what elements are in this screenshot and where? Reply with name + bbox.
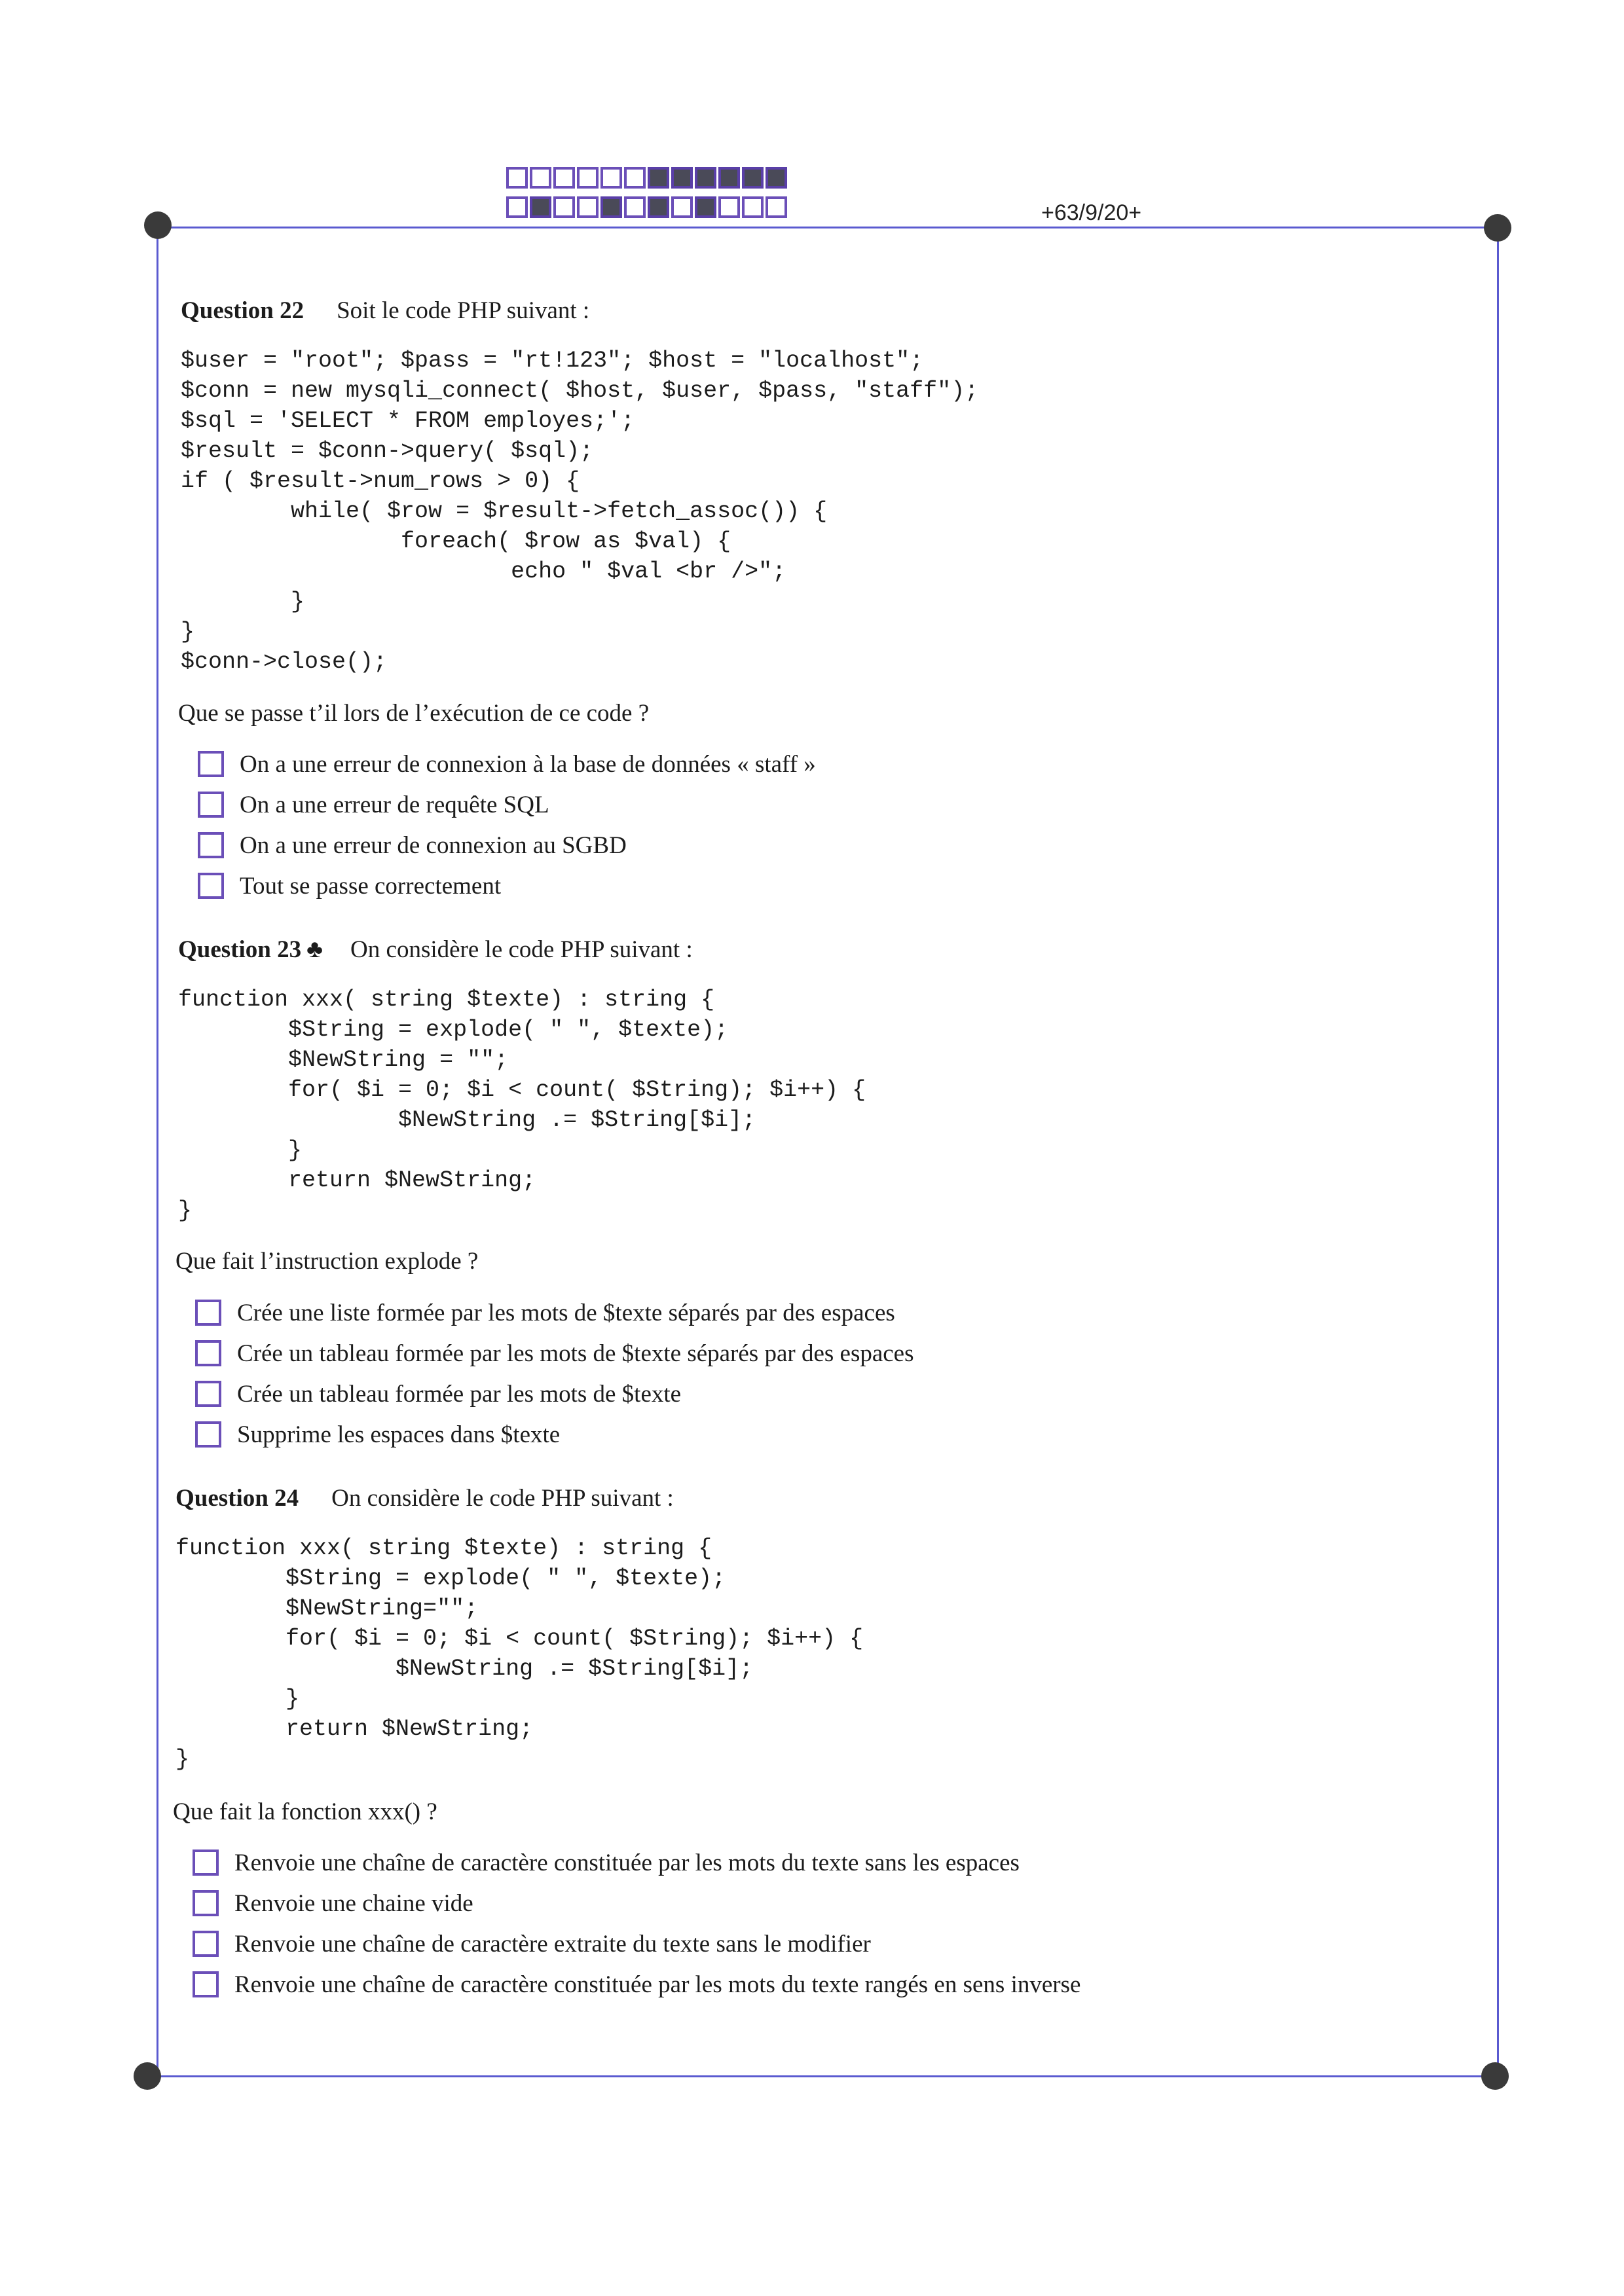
answer-text: Renvoie une chaine vide — [234, 1889, 473, 1917]
answer-checkbox[interactable] — [198, 873, 224, 899]
id-bit-square — [695, 167, 716, 189]
question-22-prompt: Que se passe t’il lors de l’exécution de ce code ? — [178, 700, 650, 727]
question-intro: On considère le code PHP suivant : — [331, 1485, 674, 1512]
id-bit-square — [506, 196, 528, 218]
question-22-code: $user = "root"; $pass = "rt!123"; $host = "localhost"; $conn = new mysqli_connect( $host, $user, $pass, "staff"); $sql = 'SELECT * FROM employes;'; $result = $conn->query( $sql); if ( $result->num_rows > 0) { while( $row = $result->fetch_assoc()) { foreach( $row as $val) { echo " $val <br />"; } } $conn->close(); — [181, 348, 979, 675]
id-bit-square — [742, 196, 764, 218]
question-intro: On considère le code PHP suivant : — [350, 936, 693, 963]
answer-checkbox[interactable] — [193, 1890, 219, 1916]
answer-checkbox[interactable] — [198, 751, 224, 777]
question-number: Question 23 — [178, 936, 302, 963]
id-bit-square — [577, 196, 599, 218]
answer-option[interactable] — [193, 1842, 1080, 1883]
question-22-header — [181, 296, 589, 325]
answer-checkbox[interactable] — [198, 832, 224, 858]
answer-checkbox[interactable] — [195, 1421, 221, 1448]
id-bit-square — [718, 196, 740, 218]
id-bit-square — [600, 196, 622, 218]
id-bit-square — [577, 167, 599, 189]
answer-option[interactable] — [195, 1292, 914, 1333]
question-23-prompt: Que fait l’instruction explode ? — [175, 1248, 479, 1275]
answer-option[interactable] — [193, 1923, 1080, 1964]
page-identifier: +63/9/20+ — [1041, 200, 1142, 225]
answer-text: On a une erreur de requête SQL — [240, 791, 549, 818]
frame-bottom-border — [148, 2075, 1498, 2077]
frame-right-border — [1497, 227, 1499, 2077]
answer-text: Crée une liste formée par les mots de $texte séparés par des espaces — [237, 1299, 895, 1326]
answer-text: Renvoie une chaîne de caractère constituée par les mots du texte rangés en sens inverse — [234, 1971, 1081, 1998]
answer-checkbox[interactable] — [193, 1971, 219, 1997]
id-bit-square — [506, 167, 528, 189]
question-22-answers — [198, 744, 816, 906]
id-bit-square — [553, 167, 575, 189]
answer-text: Renvoie une chaîne de caractère extraite du texte sans le modifier — [234, 1930, 871, 1958]
answer-text: Crée un tableau formée par les mots de $texte séparés par des espaces — [237, 1339, 914, 1367]
answer-checkbox[interactable] — [198, 792, 224, 818]
answer-option[interactable] — [193, 1883, 1080, 1923]
id-bit-square — [766, 196, 787, 218]
corner-marker-bottom-right — [1481, 2062, 1509, 2090]
id-bit-square — [766, 167, 787, 189]
answer-option[interactable] — [195, 1414, 914, 1455]
answer-checkbox[interactable] — [195, 1340, 221, 1366]
answer-option[interactable] — [198, 866, 816, 906]
question-23-code: function xxx( string $texte) : string { $String = explode( " ", $texte); $NewString = ""; for( $i = 0; $i < count( $String); $i++) { $NewString .= $String[$i]; } return $NewString; } — [178, 987, 866, 1224]
answer-option[interactable] — [198, 825, 816, 866]
id-bit-square — [671, 167, 693, 189]
answer-checkbox[interactable] — [195, 1300, 221, 1326]
answer-text: Renvoie une chaîne de caractère constituée par les mots du texte sans les espaces — [234, 1849, 1020, 1876]
frame-left-border — [157, 227, 158, 2077]
id-bit-square — [530, 196, 551, 218]
answer-option[interactable] — [193, 1964, 1080, 2005]
answer-text: On a une erreur de connexion au SGBD — [240, 831, 627, 859]
question-number: Question 22 — [181, 297, 304, 324]
id-bit-square — [648, 196, 669, 218]
answer-checkbox[interactable] — [195, 1381, 221, 1407]
id-bit-square — [530, 167, 551, 189]
corner-marker-top-left — [144, 211, 172, 239]
id-bit-square — [695, 196, 716, 218]
answer-option[interactable] — [195, 1374, 914, 1414]
answer-text: Crée un tableau formée par les mots de $texte — [237, 1380, 682, 1408]
answer-text: On a une erreur de connexion à la base de données « staff » — [240, 750, 816, 778]
question-24-code: function xxx( string $texte) : string { $String = explode( " ", $texte); $NewString=""; for( $i = 0; $i < count( $String); $i++) { $NewString .= $String[$i]; } return $NewString; } — [175, 1535, 864, 1772]
id-bit-square — [718, 167, 740, 189]
frame-top-border — [157, 227, 1498, 228]
id-bit-square — [553, 196, 575, 218]
id-bit-square — [624, 196, 646, 218]
question-number: Question 24 — [175, 1485, 299, 1512]
id-bit-square — [671, 196, 693, 218]
answer-text: Tout se passe correctement — [240, 872, 502, 900]
id-bit-square — [742, 167, 764, 189]
question-intro: Soit le code PHP suivant : — [337, 297, 590, 324]
question-24-header — [175, 1484, 674, 1512]
answer-option[interactable] — [198, 744, 816, 784]
question-23-answers — [195, 1292, 914, 1455]
answer-option[interactable] — [198, 784, 816, 825]
answer-checkbox[interactable] — [193, 1931, 219, 1957]
id-bit-row-1 — [506, 167, 787, 189]
question-23-header — [178, 935, 693, 964]
question-24-prompt: Que fait la fonction xxx() ? — [173, 1798, 437, 1825]
id-bit-square — [624, 167, 646, 189]
answer-option[interactable] — [195, 1333, 914, 1374]
id-bit-square — [648, 167, 669, 189]
answer-text: Supprime les espaces dans $texte — [237, 1421, 561, 1448]
question-24-answers — [193, 1842, 1080, 2005]
corner-marker-bottom-left — [134, 2062, 161, 2090]
club-icon: ♣ — [306, 936, 323, 963]
answer-checkbox[interactable] — [193, 1850, 219, 1876]
id-bit-square — [600, 167, 622, 189]
id-bit-row-2 — [506, 196, 787, 218]
corner-marker-top-right — [1484, 214, 1511, 242]
